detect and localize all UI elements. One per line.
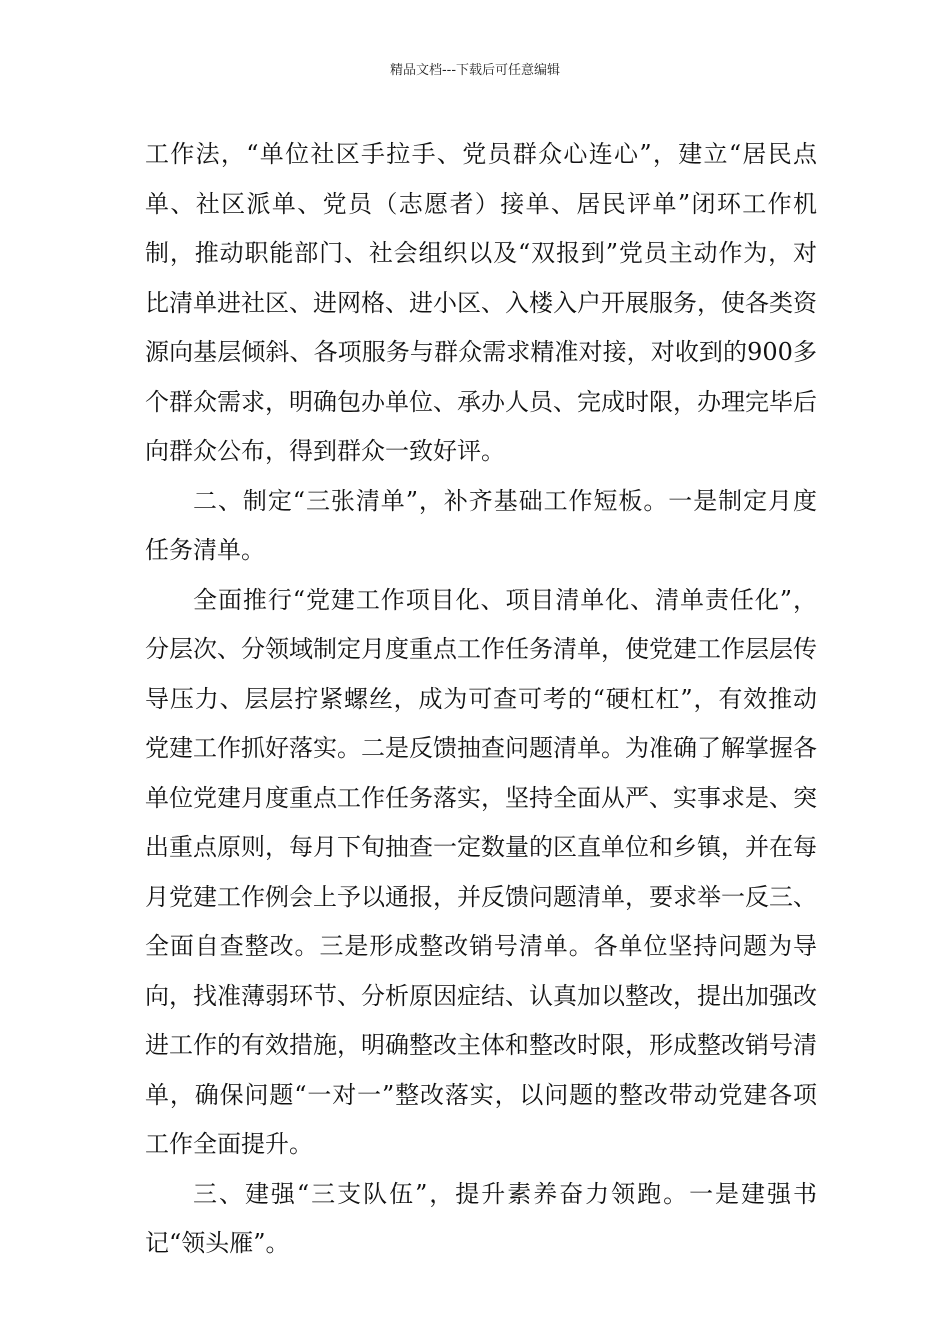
paragraph-continued: 工作法，“单位社区手拉手、党员群众心连心”，建立“居民点单、社区派单、党员（志愿者）接单、居民评单”闭环工作机制，推动职能部门、社会组织以及“双报到”党员主动作为，对比清单进社区、进网格、进小区、入楼入户开展服务，使各类资源向基层倾斜、各项服务与群众需求精准对接，对收到的900多个群众需求，明确包办单位、承办人员、完成时限，办理完毕后向群众公布，得到群众一致好评。 [145,140,817,465]
page-header: 精品文档---下载后可任意编辑 [389,63,561,78]
paragraph-section-three-heading: 三、建强“三支队伍”，提升素养奋力领跑。一是建强书记“领头雁”。 [145,1179,817,1257]
paragraph-section-two-body: 全面推行“党建工作项目化、项目清单化、清单责任化”，分层次、分领域制定月度重点工作任务清单，使党建工作层层传导压力、层层拧紧螺丝，成为可查可考的“硬杠杠”，有效推动党建工作抓好落实。二是反馈抽查问题清单。为准确了解掌握各单位党建月度重点工作任务落实，坚持全面从严、实事求是、突出重点原则，每月下旬抽查一定数量的区直单位和乡镇，并在每月党建工作例会上予以通报，并反馈问题清单，要求举一反三、全面自查整改。三是形成整改销号清单。各单位坚持问题为导向，找准薄弱环节、分析原因症结、认真加以整改，提出加强改进工作的有效措施，明确整改主体和整改时限，形成整改销号清单，确保问题“一对一”整改落实，以问题的整改带动党建各项工作全面提升。 [145,585,817,1158]
paragraph-section-two-heading: 二、制定“三张清单”，补齐基础工作短板。一是制定月度任务清单。 [145,486,817,564]
document-body [145,130,817,1269]
